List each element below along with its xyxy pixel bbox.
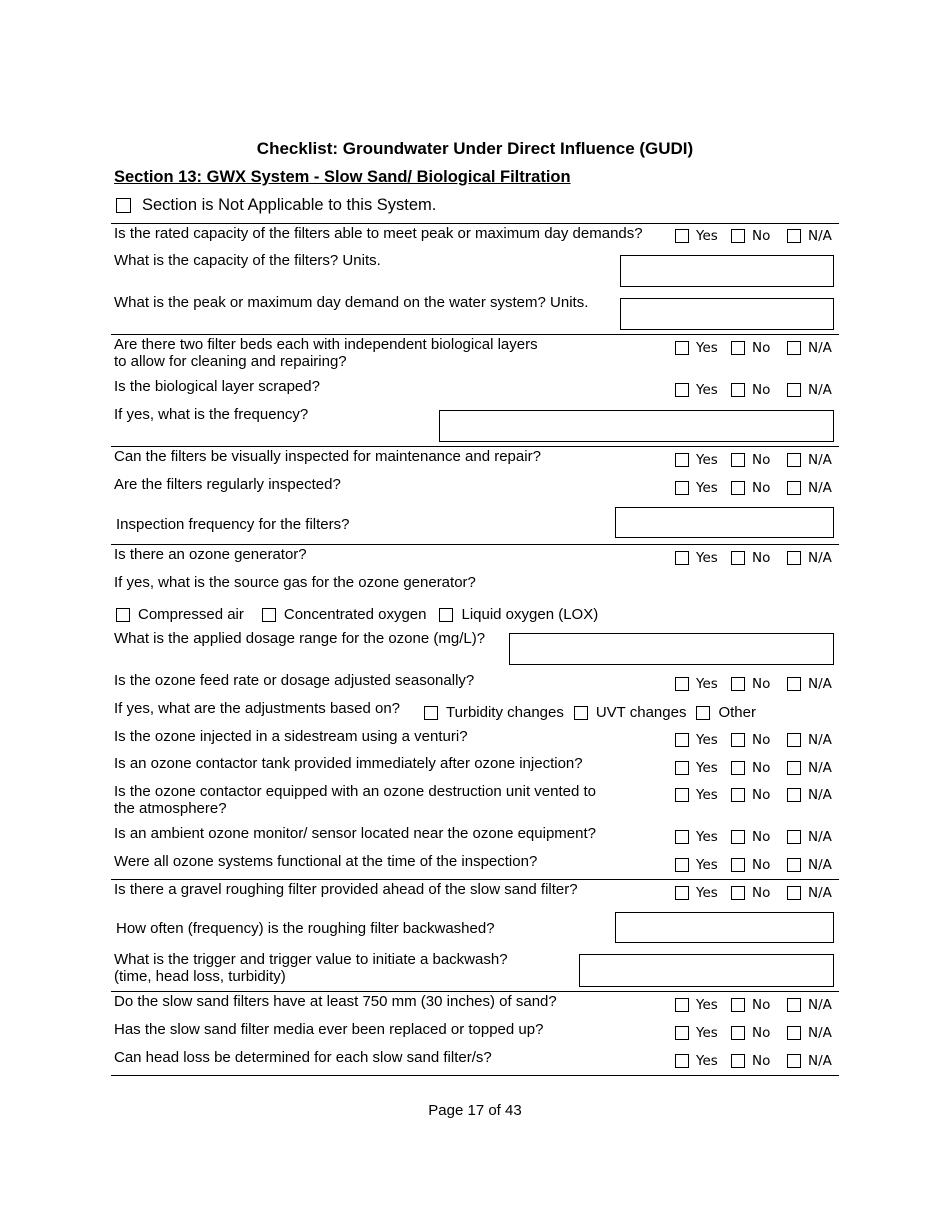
yes-checkbox[interactable] [675, 830, 689, 844]
question-line: Are there two filter beds each with independent biological layers [114, 336, 538, 353]
adjustment-options [424, 704, 772, 721]
question-line: Is the ozone contactor equipped with an ozone destruction unit vented to [114, 783, 596, 800]
na-checkbox[interactable] [787, 1026, 801, 1040]
divider [111, 1075, 839, 1076]
compressed-air-checkbox[interactable] [116, 608, 130, 622]
compressed-air-label: Compressed air [138, 606, 244, 623]
question-line: the atmosphere? [114, 800, 227, 817]
yes-checkbox[interactable] [675, 761, 689, 775]
question-adjustment-basis: If yes, what are the adjustments based on? [114, 700, 401, 717]
yes-checkbox[interactable] [675, 551, 689, 565]
yes-checkbox[interactable] [675, 1026, 689, 1040]
yes-label: Yes [696, 732, 718, 748]
na-checkbox[interactable] [787, 788, 801, 802]
question-line: (time, head loss, turbidity) [114, 968, 286, 985]
na-label: N/A [808, 340, 832, 356]
question-head-loss: Can head loss be determined for each slow sand filter/s? [114, 1049, 492, 1066]
yes-checkbox[interactable] [675, 788, 689, 802]
filter-capacity-input[interactable] [620, 255, 834, 287]
na-label: N/A [808, 997, 832, 1013]
na-checkbox[interactable] [787, 341, 801, 355]
answer-rated-capacity [675, 228, 832, 244]
na-checkbox[interactable] [787, 733, 801, 747]
answer-roughing-filter [675, 885, 832, 901]
na-label: N/A [808, 760, 832, 776]
na-checkbox[interactable] [787, 1054, 801, 1068]
question-line: to allow for cleaning and repairing? [114, 353, 347, 370]
question-destruction-unit [114, 783, 596, 817]
yes-checkbox[interactable] [675, 453, 689, 467]
no-label: No [752, 732, 771, 748]
na-checkbox[interactable] [787, 551, 801, 565]
no-label: No [752, 550, 771, 566]
no-label: No [752, 452, 771, 468]
question-scrape-frequency: If yes, what is the frequency? [114, 406, 309, 423]
na-checkbox[interactable] [787, 998, 801, 1012]
no-label: No [752, 340, 771, 356]
no-checkbox[interactable] [731, 830, 745, 844]
yes-label: Yes [696, 857, 718, 873]
na-label: N/A [808, 228, 832, 244]
answer-ambient-monitor [675, 829, 832, 845]
uvt-changes-checkbox[interactable] [574, 706, 588, 720]
question-ozone-generator: Is there an ozone generator? [114, 546, 307, 563]
question-ozone-functional: Were all ozone systems functional at the time of the inspection? [114, 853, 538, 870]
divider [111, 991, 839, 992]
yes-label: Yes [696, 1025, 718, 1041]
no-label: No [752, 228, 771, 244]
no-label: No [752, 857, 771, 873]
question-seasonal-adjust: Is the ozone feed rate or dosage adjusted seasonally? [114, 672, 475, 689]
no-label: No [752, 829, 771, 845]
question-inspection-frequency: Inspection frequency for the filters? [116, 516, 350, 533]
scrape-frequency-input[interactable] [439, 410, 834, 442]
no-checkbox[interactable] [731, 733, 745, 747]
no-label: No [752, 885, 771, 901]
na-checkbox[interactable] [787, 229, 801, 243]
question-regularly-inspected: Are the filters regularly inspected? [114, 476, 341, 493]
answer-media-replaced [675, 1025, 832, 1041]
answer-contactor-tank [675, 760, 832, 776]
question-backwash-frequency: How often (frequency) is the roughing filter backwashed? [116, 920, 495, 937]
answer-ozone-generator [675, 550, 832, 566]
no-checkbox[interactable] [731, 886, 745, 900]
question-line: What is the trigger and trigger value to initiate a backwash? [114, 951, 508, 968]
question-visual-inspection: Can the filters be visually inspected for maintenance and repair? [114, 448, 541, 465]
na-checkbox[interactable] [787, 761, 801, 775]
yes-label: Yes [696, 228, 718, 244]
yes-checkbox[interactable] [675, 1054, 689, 1068]
divider [111, 334, 839, 335]
yes-checkbox[interactable] [675, 998, 689, 1012]
answer-ozone-functional [675, 857, 832, 873]
yes-label: Yes [696, 480, 718, 496]
no-checkbox[interactable] [731, 229, 745, 243]
no-label: No [752, 382, 771, 398]
yes-checkbox[interactable] [675, 886, 689, 900]
yes-label: Yes [696, 885, 718, 901]
no-checkbox[interactable] [731, 761, 745, 775]
yes-label: Yes [696, 829, 718, 845]
yes-label: Yes [696, 340, 718, 356]
liquid-oxygen-checkbox[interactable] [439, 608, 453, 622]
na-checkbox[interactable] [787, 677, 801, 691]
no-checkbox[interactable] [731, 383, 745, 397]
answer-visual-inspection [675, 452, 832, 468]
na-label: N/A [808, 829, 832, 845]
no-label: No [752, 760, 771, 776]
question-ambient-monitor: Is an ambient ozone monitor/ sensor located near the ozone equipment? [114, 825, 596, 842]
answer-head-loss [675, 1053, 832, 1069]
no-label: No [752, 1053, 771, 1069]
yes-label: Yes [696, 1053, 718, 1069]
yes-checkbox[interactable] [675, 341, 689, 355]
page-number: Page 17 of 43 [428, 1102, 522, 1119]
question-peak-demand: What is the peak or maximum day demand on the water system? Units. [114, 294, 589, 311]
na-checkbox[interactable] [787, 453, 801, 467]
na-label: N/A [808, 1025, 832, 1041]
page-title: Checklist: Groundwater Under Direct Influence (GUDI) [256, 139, 694, 158]
answer-layer-scraped [675, 382, 832, 398]
no-label: No [752, 997, 771, 1013]
yes-label: Yes [696, 550, 718, 566]
no-checkbox[interactable] [731, 788, 745, 802]
question-sidestream-venturi: Is the ozone injected in a sidestream using a venturi? [114, 728, 468, 745]
yes-label: Yes [696, 760, 718, 776]
answer-sidestream-venturi [675, 732, 832, 748]
no-checkbox[interactable] [731, 998, 745, 1012]
question-roughing-filter: Is there a gravel roughing filter provided ahead of the slow sand filter? [114, 881, 578, 898]
yes-checkbox[interactable] [675, 383, 689, 397]
question-backwash-trigger [114, 951, 508, 985]
na-checkbox[interactable] [787, 886, 801, 900]
answer-destruction-unit [675, 787, 832, 803]
question-ozone-dosage: What is the applied dosage range for the ozone (mg/L)? [114, 630, 486, 647]
divider [111, 544, 839, 545]
no-checkbox[interactable] [731, 858, 745, 872]
divider [111, 879, 839, 880]
na-label: N/A [808, 1053, 832, 1069]
no-checkbox[interactable] [731, 551, 745, 565]
no-checkbox[interactable] [731, 1054, 745, 1068]
no-checkbox[interactable] [731, 453, 745, 467]
na-label: N/A [808, 550, 832, 566]
not-applicable-checkbox[interactable] [116, 198, 131, 213]
answer-two-filter-beds [675, 340, 832, 356]
backwash-trigger-input[interactable] [579, 954, 834, 987]
backwash-frequency-input[interactable] [615, 912, 834, 943]
no-label: No [752, 676, 771, 692]
liquid-oxygen-label: Liquid oxygen (LOX) [461, 606, 599, 623]
na-label: N/A [808, 787, 832, 803]
no-label: No [752, 480, 771, 496]
question-filter-capacity: What is the capacity of the filters? Units. [114, 252, 381, 269]
question-two-filter-beds [114, 336, 538, 370]
na-label: N/A [808, 885, 832, 901]
inspection-frequency-input[interactable] [615, 507, 834, 538]
answer-regularly-inspected [675, 480, 832, 496]
na-checkbox[interactable] [787, 383, 801, 397]
yes-checkbox[interactable] [675, 677, 689, 691]
na-label: N/A [808, 732, 832, 748]
divider [111, 446, 839, 447]
yes-checkbox[interactable] [675, 481, 689, 495]
peak-demand-input[interactable] [620, 298, 834, 330]
question-sand-depth: Do the slow sand filters have at least 750 mm (30 inches) of sand? [114, 993, 557, 1010]
na-label: N/A [808, 857, 832, 873]
answer-sand-depth [675, 997, 832, 1013]
no-label: No [752, 1025, 771, 1041]
yes-label: Yes [696, 676, 718, 692]
no-checkbox[interactable] [731, 1026, 745, 1040]
source-gas-options [116, 606, 614, 623]
turbidity-changes-checkbox[interactable] [424, 706, 438, 720]
yes-checkbox[interactable] [675, 229, 689, 243]
divider [111, 223, 839, 224]
question-source-gas: If yes, what is the source gas for the ozone generator? [114, 574, 476, 591]
no-checkbox[interactable] [731, 677, 745, 691]
yes-label: Yes [696, 997, 718, 1013]
other-checkbox[interactable] [696, 706, 710, 720]
not-applicable-label: Section is Not Applicable to this System. [142, 196, 437, 214]
na-checkbox[interactable] [787, 830, 801, 844]
other-label: Other [718, 704, 756, 721]
turbidity-changes-label: Turbidity changes [446, 704, 564, 721]
na-label: N/A [808, 676, 832, 692]
na-label: N/A [808, 452, 832, 468]
section-heading: Section 13: GWX System - Slow Sand/ Biological Filtration [114, 168, 571, 186]
question-rated-capacity: Is the rated capacity of the filters able to meet peak or maximum day demands? [114, 225, 643, 242]
yes-checkbox[interactable] [675, 858, 689, 872]
uvt-changes-label: UVT changes [595, 704, 687, 721]
concentrated-oxygen-label: Concentrated oxygen [283, 606, 427, 623]
yes-label: Yes [696, 452, 718, 468]
yes-label: Yes [696, 382, 718, 398]
na-label: N/A [808, 480, 832, 496]
ozone-dosage-input[interactable] [509, 633, 834, 665]
na-label: N/A [808, 382, 832, 398]
question-media-replaced: Has the slow sand filter media ever been replaced or topped up? [114, 1021, 544, 1038]
no-checkbox[interactable] [731, 481, 745, 495]
concentrated-oxygen-checkbox[interactable] [262, 608, 276, 622]
question-layer-scraped: Is the biological layer scraped? [114, 378, 320, 395]
no-checkbox[interactable] [731, 341, 745, 355]
yes-label: Yes [696, 787, 718, 803]
question-contactor-tank: Is an ozone contactor tank provided immediately after ozone injection? [114, 755, 583, 772]
not-applicable-row [116, 196, 436, 215]
na-checkbox[interactable] [787, 858, 801, 872]
answer-seasonal-adjust [675, 676, 832, 692]
no-label: No [752, 787, 771, 803]
yes-checkbox[interactable] [675, 733, 689, 747]
na-checkbox[interactable] [787, 481, 801, 495]
